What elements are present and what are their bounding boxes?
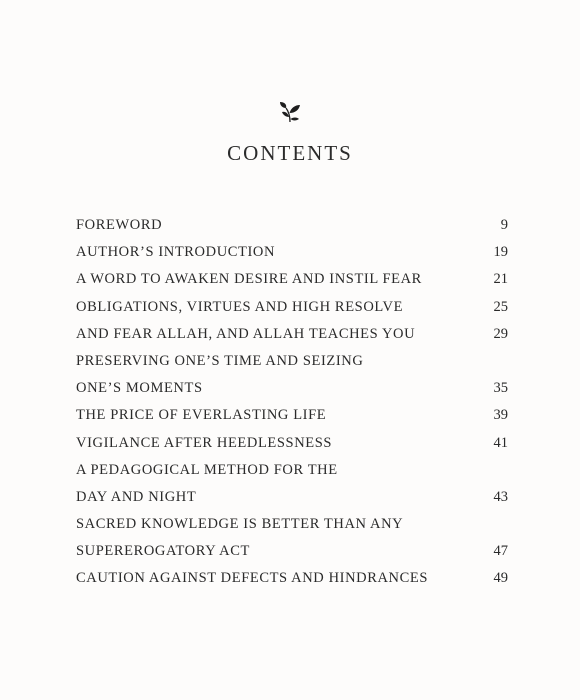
toc-entry-page: 25 [493, 298, 508, 315]
toc-entry [76, 212, 508, 239]
toc-entry-title: FOREWORD [76, 217, 163, 233]
toc-entry-title: AUTHOR’S INTRODUCTION [76, 244, 276, 261]
toc-entry-page: 47 [493, 543, 508, 560]
toc-entry-title: THE PRICE OF EVERLASTING LIFE [76, 407, 327, 424]
toc-entry-title: A WORD TO AWAKEN DESIRE AND INSTIL FEAR [76, 271, 422, 288]
toc-entry-page: 39 [493, 407, 508, 424]
toc-entry-title: OBLIGATIONS, VIRTUES AND HIGH RESOLVE [76, 298, 404, 315]
toc-list [76, 212, 508, 593]
toc-entry [76, 294, 508, 321]
toc-entry [76, 321, 508, 348]
toc-entry-title: SACRED KNOWLEDGE IS BETTER THAN ANY [76, 516, 404, 533]
toc-entry-page: 9 [500, 217, 508, 233]
toc-entry [76, 565, 508, 592]
toc-entry [76, 375, 508, 402]
toc-entry [76, 430, 508, 457]
toc-entry-title: PRESERVING ONE’S TIME AND SEIZING [76, 352, 364, 369]
toc-entry [76, 348, 508, 375]
toc-entry [76, 402, 508, 429]
toc-entry-page: 41 [493, 434, 508, 451]
toc-entry [76, 239, 508, 266]
toc-entry-title: DAY AND NIGHT [76, 488, 197, 505]
toc-entry-title: CAUTION AGAINST DEFECTS AND HINDRANCES [76, 570, 429, 587]
toc-entry [76, 511, 508, 538]
page-title: CONTENTS [227, 141, 353, 165]
toc-entry-title: VIGILANCE AFTER HEEDLESSNESS [76, 434, 333, 451]
toc-entry [76, 484, 508, 511]
toc-entry-title: A PEDAGOGICAL METHOD FOR THE [76, 461, 338, 478]
toc-entry-title: ONE’S MOMENTS [76, 380, 203, 397]
toc-entry-page: 29 [493, 325, 508, 342]
toc-entry-page: 35 [493, 380, 508, 397]
toc-entry-page: 43 [493, 488, 508, 505]
toc-entry-title: SUPEREROGATORY ACT [76, 543, 250, 560]
toc-entry-page: 49 [493, 570, 508, 587]
toc-entry-page: 19 [493, 244, 508, 261]
toc-entry-title: AND FEAR ALLAH, AND ALLAH TEACHES YOU [76, 325, 416, 342]
toc-entry [76, 457, 508, 484]
leaf-sprig-icon [278, 100, 302, 124]
toc-entry [76, 266, 508, 293]
toc-entry [76, 538, 508, 565]
toc-entry-page: 21 [493, 271, 508, 288]
